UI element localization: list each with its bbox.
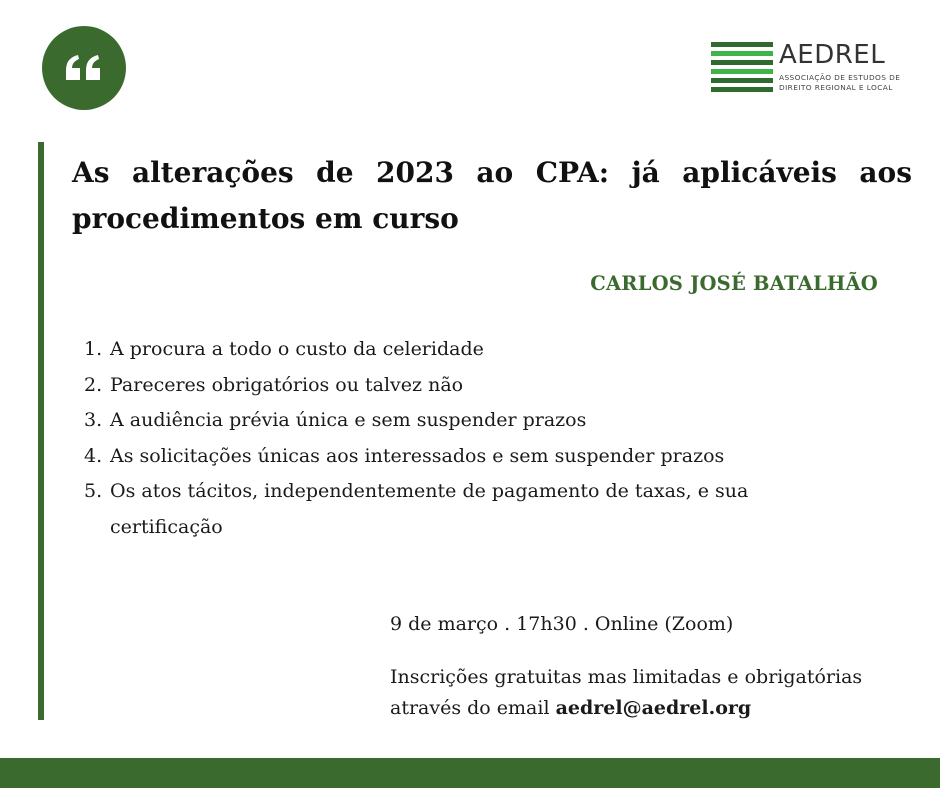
logo-subtitle-line2: DIREITO REGIONAL E LOCAL [779, 83, 893, 92]
list-item [82, 474, 862, 545]
list-item-number: 5. [84, 480, 103, 502]
list-item-text: Os atos tácitos, independentemente de pagamento de taxas, e sua certificação [110, 480, 749, 538]
list-item-number: 2. [84, 373, 103, 396]
list-item-text: A procura a todo o custo da celeridade [110, 338, 484, 360]
list-item [82, 332, 862, 368]
logo-name: AEDREL [779, 40, 886, 70]
page-title: As alterações de 2023 ao CPA: já aplicáveis aos procedimentos em curso [72, 156, 912, 235]
list-item-number: 3. [84, 409, 103, 431]
list-item-number: 1. [84, 338, 103, 360]
registration-text: Inscrições gratuitas mas limitadas e obrigatórias através do email [390, 666, 863, 719]
list-item-number: 4. [84, 444, 103, 467]
logo-subtitle-line1: ASSOCIAÇÃO DE ESTUDOS DE [779, 73, 901, 82]
registration-email-link[interactable]: aedrel@aedrel.org [555, 697, 752, 719]
event-date: 9 de março . 17h30 . Online (Zoom) [390, 613, 734, 635]
list-item-text: Pareceres obrigatórios ou talvez não [110, 373, 464, 396]
logo-stripes-icon [711, 42, 773, 94]
logo-subtitle [779, 73, 919, 93]
list-item-text: As solicitações únicas aos interessados e sem suspender prazos [110, 444, 725, 467]
author-name: CARLOS JOSÉ BATALHÃO [590, 272, 878, 295]
list-item [82, 368, 862, 404]
event-registration [390, 662, 910, 724]
bottom-footer-bar [0, 758, 940, 788]
list-item [82, 403, 862, 439]
list-item [82, 439, 862, 475]
topics-list [82, 332, 862, 545]
quote-badge [42, 26, 126, 110]
quote-icon [64, 54, 104, 82]
aedrel-logo [711, 40, 911, 100]
left-accent-bar [38, 142, 44, 720]
list-item-text: A audiência prévia única e sem suspender prazos [110, 409, 587, 431]
